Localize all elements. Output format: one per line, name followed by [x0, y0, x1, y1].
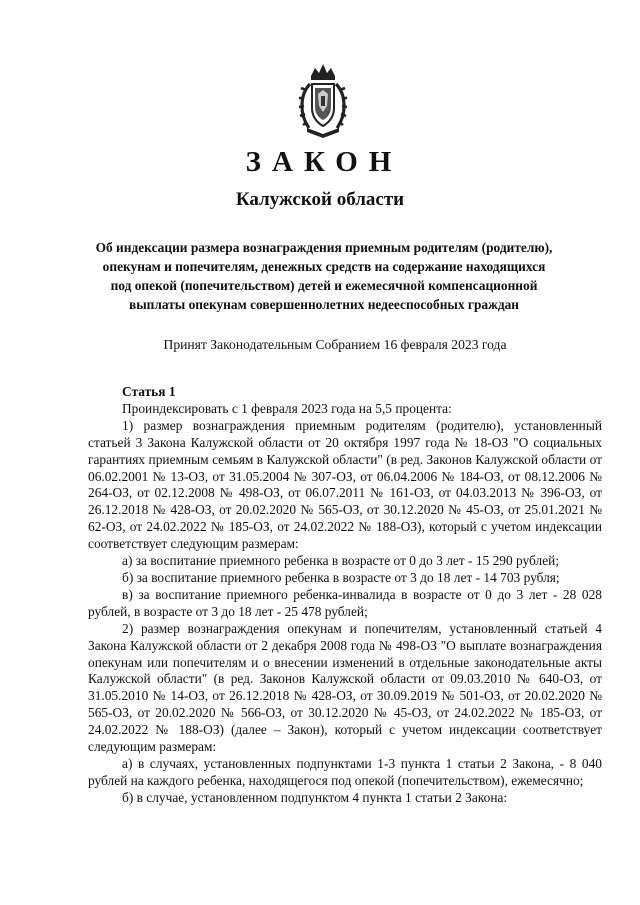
heading-line: под опекой (попечительством) детей и ежемесячной компенсационной	[110, 278, 538, 293]
heading-line: выплаты опекунам совершеннолетних недееспособных граждан	[128, 297, 520, 312]
paragraph: а) за воспитание приемного ребенка в возрасте от 0 до 3 лет - 15 290 рублей;	[122, 553, 560, 569]
document-body	[88, 384, 602, 807]
coat-of-arms-emblem	[296, 62, 350, 140]
article-heading: Статья 1	[122, 384, 176, 399]
paragraph: б) за воспитание приемного ребенка в возрасте от 3 до 18 лет - 14 703 рубля;	[122, 569, 560, 585]
heading-line: опекунам и попечителям, денежных средств на содержание находящихся	[102, 259, 546, 274]
paragraph: б) в случае, установленном подпунктом 4 пункта 1 статьи 2 Закона:	[122, 789, 508, 805]
adoption-line: Принят Законодательным Собранием 16 февраля 2023 года	[163, 337, 507, 352]
document-subtitle: Калужской области	[235, 189, 405, 210]
document-title: ЗАКОН	[245, 146, 403, 178]
heading-line: Об индексации размера вознаграждения приемным родителям (родителю),	[95, 240, 553, 255]
law-heading	[92, 238, 556, 314]
paragraph: Проиндексировать с 1 февраля 2023 года на 5,5 процента:	[122, 400, 452, 416]
paragraph: а) в случаях, установленных подпунктами 1-3 пункта 1 статьи 2 Закона, - 8 040 рублей на каждого ребенка, находящегося под опекой (попечительством), ежемесячно;	[88, 755, 602, 788]
paragraph: 2) размер вознаграждения опекунам и попечителям, установленный статьей 4 Закона Калужской области от 2 декабря 2008 года № 498-ОЗ "О выплате вознаграждения опекунам или попечителям и о внесении изменений в отдельные законодательные акты Калужской области" (в ред. Законов Калужской области от 09.03.2010 № 640-ОЗ, от 31.05.2010 № 14-ОЗ, от 26.12.2018 № 428-ОЗ, от 30.09.2019 № 501-ОЗ, от 20.02.2020 № 565-ОЗ, от 20.02.2020 № 566-ОЗ, от 30.12.2020 № 45-ОЗ, от 24.02.2022 № 185-ОЗ, от 24.02.2022 № 188-ОЗ) (далее – Закон), который с учетом индексации соответствует следующим размерам:	[88, 620, 602, 755]
paragraph: 1) размер вознаграждения приемным родителям (родителю), установленный статьей 3 Закона Калужской области от 20 октября 1997 года № 18-ОЗ "О социальных гарантиях приемным семьям в Калужской области" (в ред. Законов Калужской области от 06.02.2001 № 13-ОЗ, от 31.05.2004 № 307-ОЗ, от 06.04.2006 № 184-ОЗ, от 08.12.2006 № 264-ОЗ, от 02.12.2008 № 498-ОЗ, от 06.07.2011 № 161-ОЗ, от 04.03.2013 № 396-ОЗ, от 26.12.2018 № 428-ОЗ, от 20.02.2020 № 565-ОЗ, от 30.12.2020 № 45-ОЗ, от 25.01.2021 № 62-ОЗ, от 24.02.2022 № 185-ОЗ, от 24.02.2022 № 188-ОЗ), который с учетом индексации соответствует следующим размерам:	[88, 417, 602, 552]
paragraph: в) за воспитание приемного ребенка-инвалида в возрасте от 0 до 3 лет - 28 028 рублей, в возрасте от 3 до 18 лет - 25 478 рублей;	[88, 586, 602, 619]
